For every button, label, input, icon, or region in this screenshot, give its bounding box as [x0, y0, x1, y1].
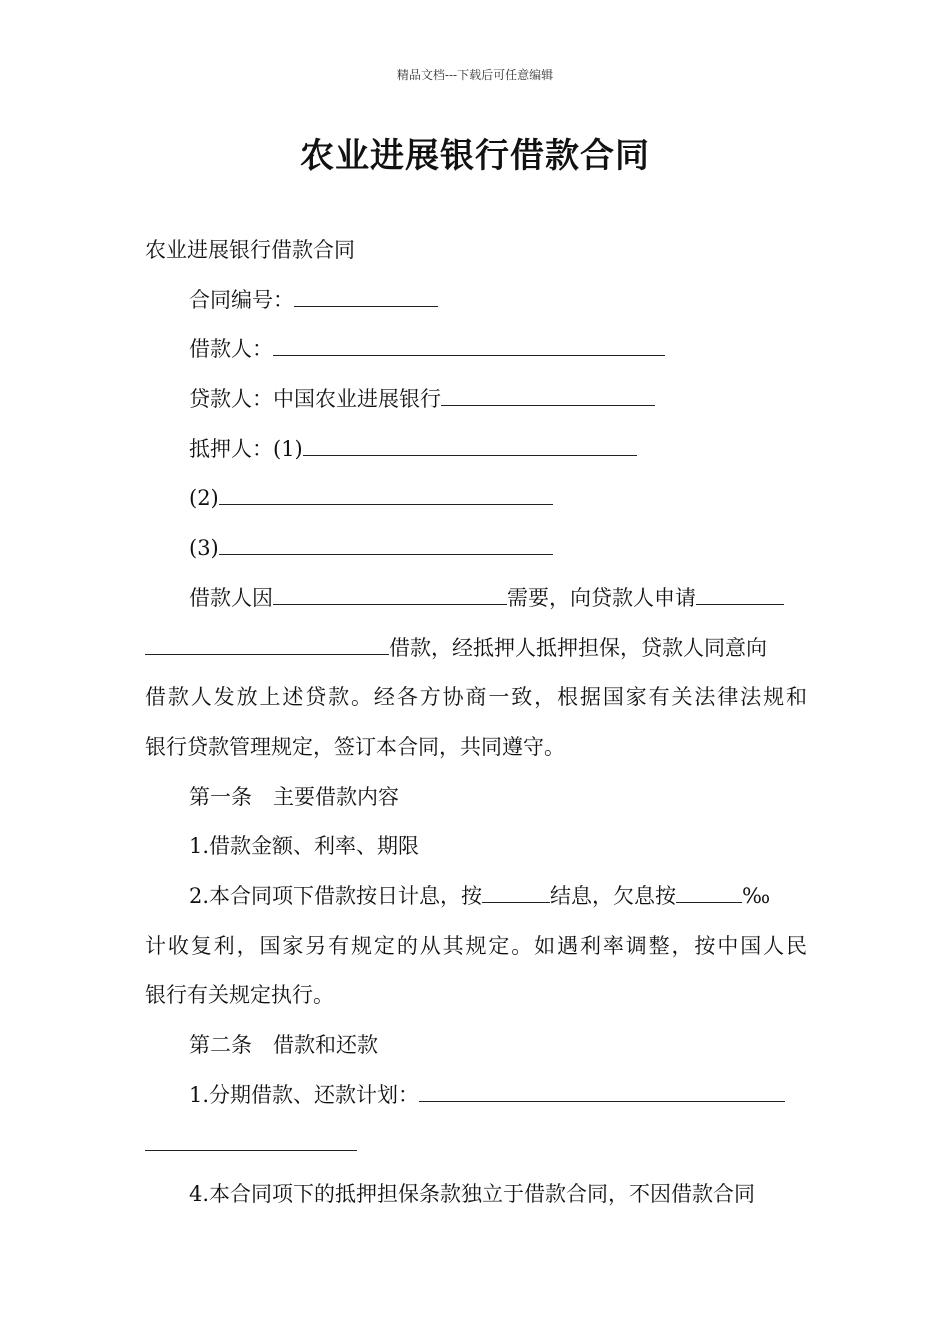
- contract-number-blank: [294, 288, 438, 307]
- article-2-item-1: [145, 1071, 807, 1121]
- purpose-blank: [273, 586, 507, 605]
- document-title: 农业进展银行借款合同: [300, 136, 650, 176]
- article-1-item-1: 1.借款金额、利率、期限: [189, 834, 420, 859]
- subtitle-line: [145, 226, 807, 276]
- mortgagor-label-3: (3): [189, 536, 219, 561]
- interest-text-b: 结息，欠息按: [550, 883, 677, 908]
- schedule-blank-b: [145, 1132, 357, 1151]
- lender-line: [145, 375, 807, 425]
- paragraph-line-10: 借款人发放上述贷款。经各方协商一致，根据国家有关法律法规和: [145, 685, 807, 710]
- mortgagor-line-2: [145, 474, 807, 524]
- interest-blank-b: [676, 884, 742, 903]
- schedule-continuation-line: [145, 1120, 807, 1170]
- mortgagor-line-1: [145, 425, 807, 475]
- amount-blank-b: [145, 636, 389, 655]
- amount-text: 借款，经抵押人抵押担保，贷款人同意向: [389, 635, 767, 660]
- lender-label: 贷款人：中国农业进展银行: [189, 387, 441, 412]
- article-2-heading: 第二条 借款和还款: [189, 1033, 378, 1057]
- permille-sign: ‰: [742, 883, 771, 908]
- amount-line: [145, 624, 807, 674]
- schedule-label: 1.分期借款、还款计划：: [189, 1082, 420, 1107]
- borrower-blank: [273, 337, 665, 356]
- page-header: 精品文档---下载后可任意编辑: [396, 68, 554, 82]
- amount-blank-a: [696, 586, 784, 605]
- mortgagor-blank-1: [303, 437, 637, 456]
- paragraph-line-16: 银行有关规定执行。: [145, 983, 334, 1008]
- document-body: [145, 226, 807, 1220]
- article-1-heading: 第一条 主要借款内容: [189, 784, 399, 809]
- contract-number-label: 合同编号：: [189, 287, 294, 312]
- purpose-line: [145, 574, 807, 624]
- mortgagor-label-1: 抵押人：(1): [189, 436, 303, 461]
- article-1-item-2: [145, 872, 807, 922]
- subtitle: 农业进展银行借款合同: [145, 238, 355, 262]
- purpose-text-b: 需要，向贷款人申请: [507, 585, 696, 610]
- borrower-line: [145, 325, 807, 375]
- contract-number-line: [145, 276, 807, 326]
- article-2-item-4: 4.本合同项下的抵押担保条款独立于借款合同，不因借款合同: [189, 1182, 756, 1207]
- borrower-label: 借款人：: [189, 337, 273, 362]
- schedule-blank-a: [419, 1083, 785, 1102]
- mortgagor-line-3: [145, 524, 807, 574]
- paragraph-line-15: 计收复利，国家另有规定的从其规定。如遇利率调整，按中国人民: [145, 933, 807, 958]
- interest-blank-a: [482, 884, 550, 903]
- mortgagor-blank-3: [219, 536, 553, 555]
- interest-text-a: 2.本合同项下借款按日计息，按: [189, 883, 483, 908]
- purpose-text-a: 借款人因: [189, 585, 273, 610]
- mortgagor-blank-2: [219, 486, 553, 505]
- lender-blank: [441, 387, 655, 406]
- mortgagor-label-2: (2): [189, 486, 219, 511]
- paragraph-line-11: 银行贷款管理规定，签订本合同，共同遵守。: [145, 734, 565, 759]
